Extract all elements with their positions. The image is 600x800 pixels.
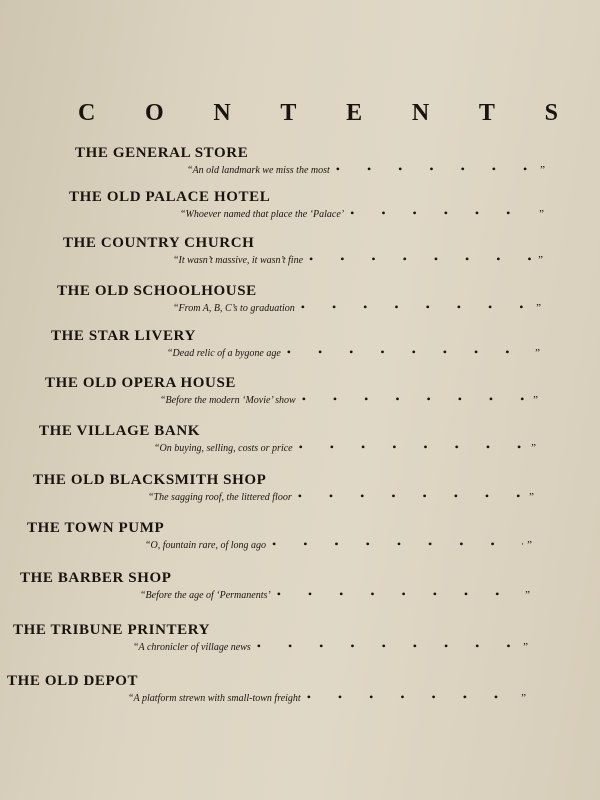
entry-subtitle-line bbox=[27, 539, 532, 551]
heading-letter: S bbox=[544, 100, 558, 126]
entry-subtitle-line bbox=[51, 347, 540, 359]
entry-close-quote: ” bbox=[527, 539, 532, 551]
contents-entry bbox=[57, 283, 541, 314]
dot-leaders bbox=[336, 164, 536, 174]
contents-entry bbox=[69, 189, 544, 220]
dot-leaders bbox=[277, 589, 521, 599]
entry-subtitle-line bbox=[63, 254, 543, 266]
entry-subtitle-line bbox=[33, 491, 534, 503]
heading-letter: N bbox=[213, 100, 231, 126]
entry-subtitle: “Dead relic of a bygone age bbox=[167, 348, 281, 359]
entry-close-quote: ” bbox=[531, 442, 536, 454]
entry-subtitle: “It wasn’t massive, it wasn’t fine bbox=[173, 255, 304, 266]
entry-subtitle-line bbox=[20, 589, 530, 601]
entry-close-quote: ” bbox=[529, 491, 534, 503]
entry-subtitle-line bbox=[13, 641, 528, 653]
dot-leaders bbox=[299, 442, 528, 452]
entry-subtitle-line bbox=[75, 164, 545, 176]
contents-entry bbox=[75, 145, 545, 176]
entry-subtitle-line bbox=[57, 302, 541, 314]
entry-title: THE STAR LIVERY bbox=[51, 328, 196, 344]
entry-subtitle: “The sagging roof, the littered floor bbox=[148, 492, 292, 503]
entry-subtitle: “Whoever named that place the ‘Palace’ bbox=[180, 209, 345, 220]
contents-entry bbox=[7, 673, 526, 704]
entry-title: THE COUNTRY CHURCH bbox=[63, 235, 255, 251]
entry-title: THE VILLAGE BANK bbox=[39, 423, 201, 439]
entry-title: THE TOWN PUMP bbox=[27, 520, 165, 536]
entry-close-quote: ” bbox=[523, 641, 528, 653]
contents-entry bbox=[39, 423, 536, 454]
entry-close-quote: ” bbox=[538, 254, 543, 266]
entry-title: THE BARBER SHOP bbox=[20, 570, 172, 586]
entry-subtitle: “Before the age of ‘Permanents’ bbox=[140, 590, 271, 601]
entry-subtitle: “From A, B, C’s to graduation bbox=[173, 303, 295, 314]
entry-title: THE OLD BLACKSMITH SHOP bbox=[33, 472, 267, 488]
entry-close-quote: ” bbox=[536, 302, 541, 314]
contents-heading bbox=[78, 100, 558, 127]
entry-close-quote: ” bbox=[539, 208, 544, 220]
contents-entry bbox=[20, 570, 530, 601]
entry-subtitle: “A chronicler of village news bbox=[133, 642, 251, 653]
contents-entry bbox=[51, 328, 540, 359]
dot-leaders bbox=[350, 208, 535, 218]
entry-title: THE GENERAL STORE bbox=[75, 145, 249, 161]
entry-title: THE OLD OPERA HOUSE bbox=[45, 375, 237, 391]
entry-subtitle-line bbox=[7, 692, 526, 704]
contents-entry bbox=[27, 520, 532, 551]
dot-leaders bbox=[309, 254, 534, 264]
entry-subtitle: “Before the modern ‘Movie’ show bbox=[160, 395, 296, 406]
heading-letter: C bbox=[78, 100, 96, 126]
entry-subtitle-line bbox=[69, 208, 544, 220]
dot-leaders bbox=[302, 394, 529, 404]
heading-letter: E bbox=[346, 100, 363, 126]
contents-entry bbox=[33, 472, 534, 503]
dot-leaders bbox=[287, 347, 531, 357]
entry-title: THE TRIBUNE PRINTERY bbox=[13, 622, 211, 638]
entry-close-quote: ” bbox=[533, 394, 538, 406]
dot-leaders bbox=[298, 491, 525, 501]
contents-entry bbox=[63, 235, 543, 266]
dot-leaders bbox=[307, 692, 517, 702]
entry-subtitle: “A platform strewn with small-town freight bbox=[128, 693, 301, 704]
heading-letter: T bbox=[280, 100, 297, 126]
entry-subtitle-line bbox=[45, 394, 538, 406]
entry-subtitle-line bbox=[39, 442, 536, 454]
entry-title: THE OLD SCHOOLHOUSE bbox=[57, 283, 257, 299]
dot-leaders bbox=[301, 302, 532, 312]
heading-letter: T bbox=[478, 100, 495, 126]
heading-letter: O bbox=[145, 100, 164, 126]
heading-letter: N bbox=[411, 100, 430, 126]
dot-leaders bbox=[257, 641, 519, 651]
entry-subtitle: “An old landmark we miss the most bbox=[187, 165, 330, 176]
contents-entry bbox=[13, 622, 528, 653]
entry-close-quote: ” bbox=[525, 589, 530, 601]
entry-close-quote: ” bbox=[535, 347, 540, 359]
entry-close-quote: ” bbox=[540, 164, 545, 176]
contents-entry bbox=[45, 375, 538, 406]
entry-close-quote: ” bbox=[521, 692, 526, 704]
entry-title: THE OLD PALACE HOTEL bbox=[69, 189, 271, 205]
entry-subtitle: “On buying, selling, costs or price bbox=[154, 443, 293, 454]
entry-title: THE OLD DEPOT bbox=[7, 673, 139, 689]
dot-leaders bbox=[272, 539, 523, 549]
entry-subtitle: “O, fountain rare, of long ago bbox=[145, 540, 267, 551]
